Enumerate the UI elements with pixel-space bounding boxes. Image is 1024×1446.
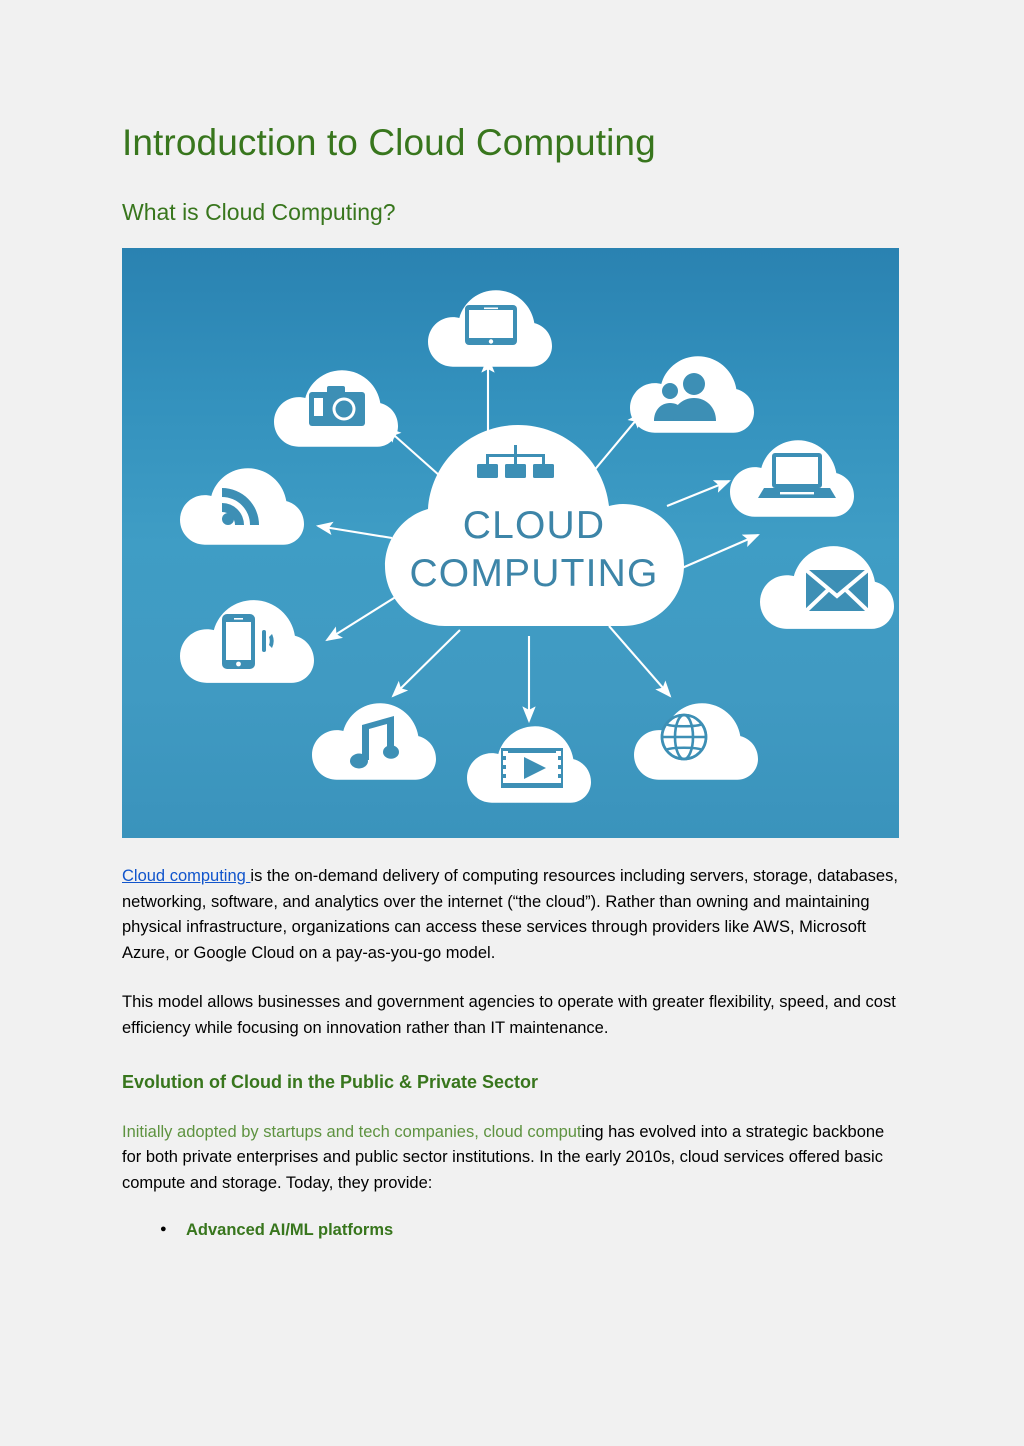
paragraph-definition [122,838,902,966]
paragraph-evolution-text: ing has evolved into a strategic backbone for both private enterprises and public sector institutions. In the early 2010s, cloud services offered basic compute and storage. Today, they provide: [122,1122,885,1192]
page-title: Introduction to Cloud Computing [122,122,656,163]
envelope-icon [806,570,868,611]
paragraph-benefits: This model allows businesses and government agencies to operate with greater flexibility, speed, and cost efficiency while focusing on innovation rather than IT maintenance. [122,993,896,1037]
cloud-label-line-1: CLOUD [462,504,606,548]
globe-icon [662,715,706,759]
capabilities-list [122,1196,902,1244]
paragraph-evolution-highlight: Initially adopted by startups and tech companies, cloud comput [122,1122,582,1141]
diagram-svg [122,248,899,838]
tablet-icon [465,305,517,345]
section-heading-evolution: Evolution of Cloud in the Public & Private Sector [122,1072,539,1093]
list-item: ● Advanced AI/ML platforms [186,1218,902,1244]
document-content [122,0,902,1244]
cloud-computing-diagram-image [122,248,899,838]
paragraph-evolution [122,1094,902,1197]
camera-icon [309,386,365,426]
cloud-label-line-2: COMPUTING [409,552,659,596]
video-play-icon [501,748,563,788]
cloud-computing-link[interactable]: Cloud computing [122,867,251,886]
section-heading-what-is-cloud-computing: What is Cloud Computing? [122,198,396,225]
paragraph-definition-text: is the on-demand delivery of computing resources including servers, storage, databases, networking, software, and analytics over the internet (“the cloud”). Rather than owning and maintaining physical infrastructure, organizations can access these services through providers like AWS, Microsoft Azure, or Google Cloud on a pay-as-you-go model. [122,867,898,962]
